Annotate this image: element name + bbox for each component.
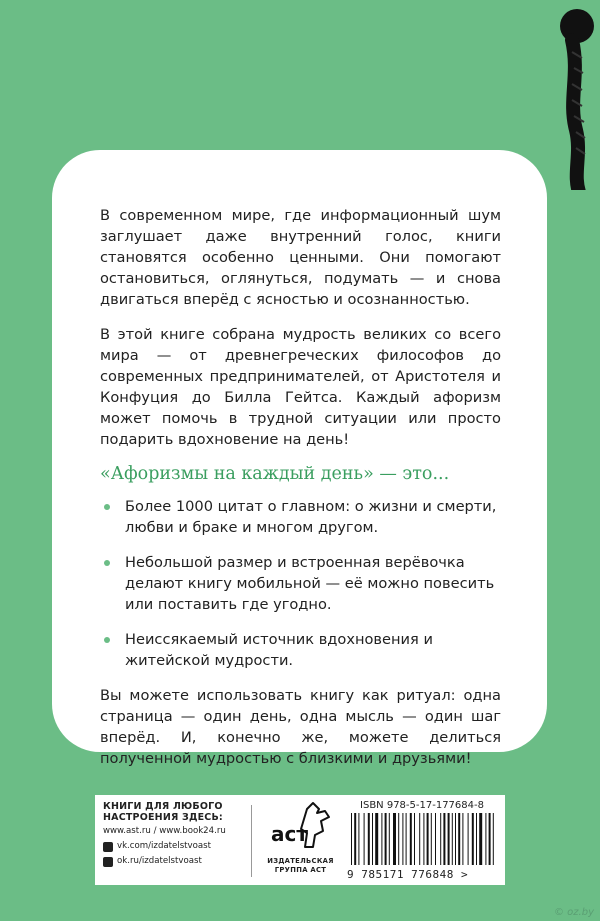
ast-logo [263,801,338,875]
vk-link[interactable]: vk.com/izdatelstvoast [103,839,248,854]
vk-icon [103,842,113,852]
svg-text:аст: аст [271,822,308,846]
bullet-icon [104,637,110,643]
barcode-digits: 9 785171 776848 > [347,868,469,881]
slogan-line-1: КНИГИ ДЛЯ ЛЮБОГО [103,801,223,812]
publisher-block [95,795,505,885]
publisher-links [103,801,248,869]
feature-heading: «Афоризмы на каждый день» — это... [100,464,450,484]
list-item: Неиссякаемый источник вдохновения и житейской мудрости. [100,629,501,671]
barcode [347,813,497,865]
logo-caption-1: ИЗДАТЕЛЬСКАЯ [267,857,334,865]
cord-icon [550,0,600,190]
divider [251,805,252,877]
feature-list [100,496,501,671]
slogan-line-2: НАСТРОЕНИЯ ЗДЕСЬ: [103,812,223,823]
logo-caption-2: ГРУППА АСТ [274,866,327,874]
list-item: Более 1000 цитат о главном: о жизни и смерти, любви и браке и многом другом. [100,496,501,538]
isbn-label: ISBN 978-5-17-177684-8 [360,800,484,811]
watermark: © oz.by [554,907,594,918]
ok-icon [103,857,113,867]
list-item: Небольшой размер и встроенная верёвочка делают книгу мобильной — её можно повесить или поставить где угодно. [100,552,501,615]
ast-logo-icon [263,801,338,853]
intro-paragraph: В современном мире, где информационный шум заглушает даже внутренний голос, книги становятся особенно ценными. Они помогают остановиться, оглянуться, подумать — и снова двигаться вперёд с ясностью и осознанностью. [100,207,501,308]
ok-link[interactable]: ok.ru/izdatelstvoast [103,854,248,869]
website-links[interactable]: www.ast.ru / www.book24.ru [103,826,226,836]
closing-paragraph: Вы можете использовать книгу как ритуал: одна страница — один день, одна мысль — один шаг вперёд. И, конечно же, можете делиться полученной мудростью с близкими и друзьями! [100,687,501,767]
content-paragraph: В этой книге собрана мудрость великих со всего мира — от древнегреческих философов до современных предпринимателей, от Аристотеля и Конфуция до Билла Гейтса. Каждый афоризм может помочь в трудной ситуации или просто подарить вдохновение на день! [100,326,501,448]
text-panel [52,150,547,767]
bullet-icon [104,504,110,510]
bullet-icon [104,560,110,566]
